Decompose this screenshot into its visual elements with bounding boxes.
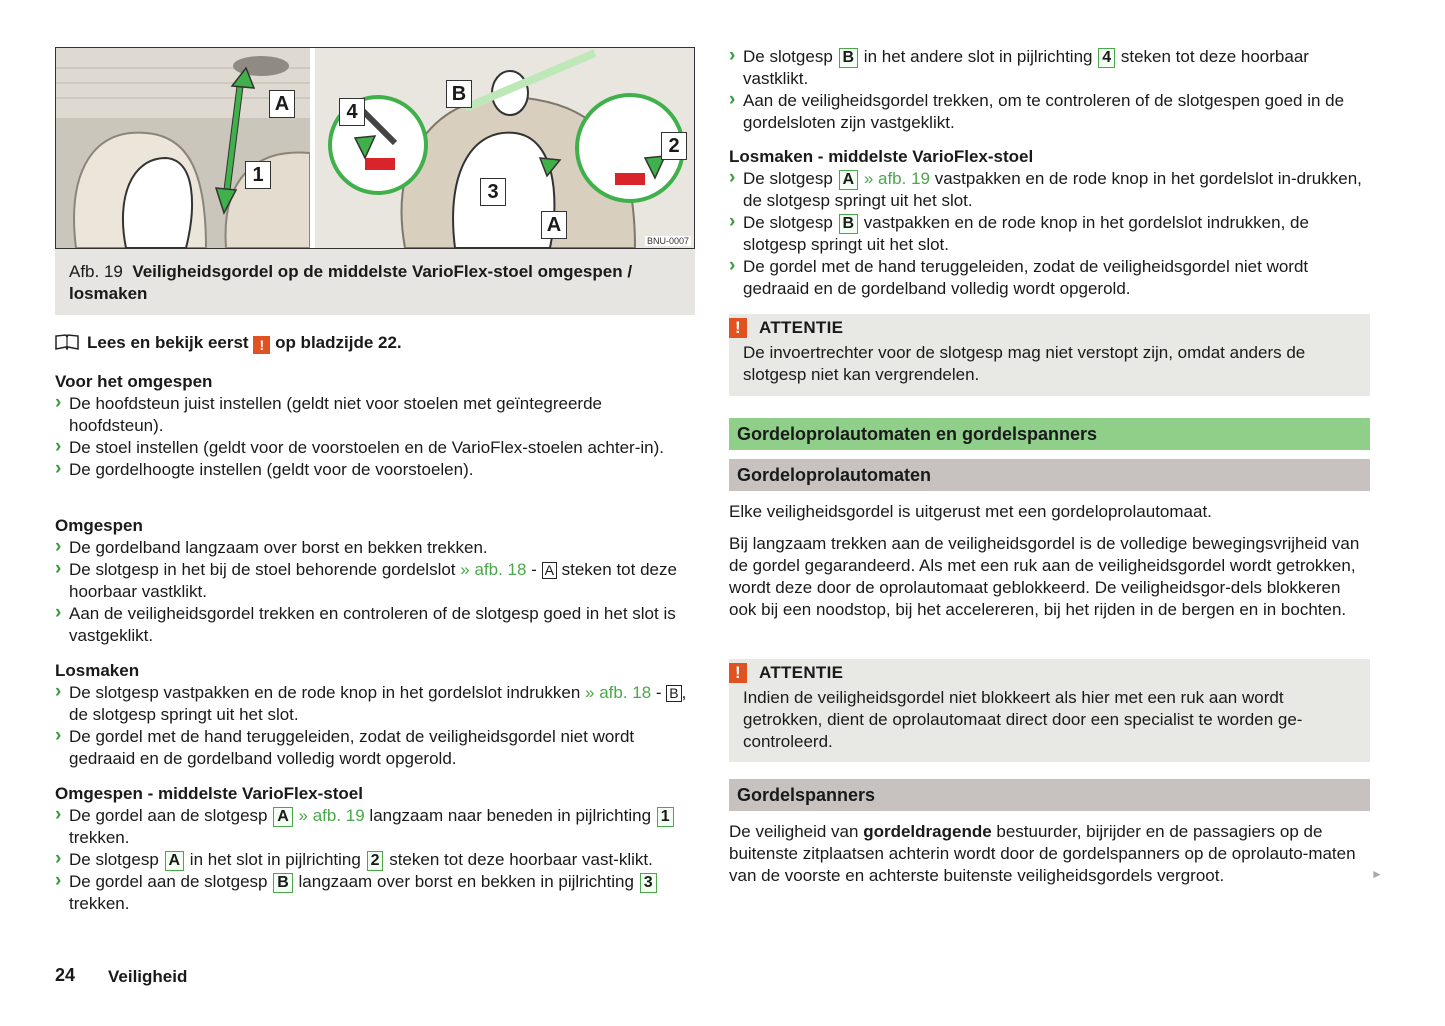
read-first-page[interactable]: op bladzijde 22.: [275, 333, 402, 352]
list-item: › De stoel instellen (geldt voor de voorstoelen en de VarioFlex-stoelen achter-in).: [55, 437, 695, 459]
list-item: › De slotgesp B in het andere slot in pijlrichting 4 steken tot deze hoorbaar vastklikt.: [729, 46, 1370, 90]
next-page-arrow-icon[interactable]: ►: [1371, 867, 1383, 881]
heading-losmaken-mid: Losmaken - middelste VarioFlex-stoel: [729, 147, 1034, 166]
section-cont: [729, 46, 1370, 134]
label-box: 3: [640, 873, 657, 893]
attentie-body: Indien de veiligheidsgordel niet blokkeert als hier met een ruk aan wordt getrokken, dient de oprolautomaat direct door een specialist te worden ge-controleerd.: [743, 688, 1303, 751]
paragraph: Elke veiligheidsgordel is uitgerust met een gordeloprolautomaat.: [729, 502, 1212, 521]
attentie-box-1: [729, 314, 1370, 396]
warning-icon: !: [729, 663, 747, 683]
attentie-body: De invoertrechter voor de slotgesp mag niet verstopt zijn, omdat anders de slotgesp niet kan vergrendelen.: [743, 343, 1306, 384]
label-box: A: [542, 562, 557, 579]
list-item: › De gordel met de hand teruggeleiden, zodat de veiligheidsgordel niet wordt gedraaid en de gordelband volledig wordt opgerold.: [729, 256, 1370, 300]
warning-icon: !: [729, 318, 747, 338]
section-heading-grey: Gordeloprolautomaten: [729, 459, 1370, 491]
section-omgespen-mid: [55, 783, 695, 915]
figure-panel-seat: [315, 48, 694, 248]
read-first-text: Lees en bekijk eerst: [87, 333, 249, 352]
heading-omgespen-mid: Omgespen - middelste VarioFlex-stoel: [55, 784, 363, 803]
section-losmaken-mid: [729, 146, 1370, 300]
link-afb-18[interactable]: » afb. 18: [585, 683, 652, 702]
figure-19: [55, 47, 695, 249]
list-item: › De slotgesp B vastpakken en de rode knop in het gordelslot indrukken, de slotgesp springt uit het slot.: [729, 212, 1370, 256]
figure-label: 3: [480, 178, 506, 206]
book-icon: [55, 334, 79, 350]
label-box: A: [165, 851, 185, 871]
read-first-note: [55, 331, 402, 355]
link-afb-19[interactable]: » afb. 19: [863, 169, 930, 188]
paragraph: De veiligheid van gordeldragende bestuurder, bijrijder en de passagiers op de buitenste zitplaatsen achterin wordt door de gordelspanners op de oprolauto-maten van de voorste en achterste buitenste veiligheidsgordels vergroot.: [729, 822, 1356, 885]
link-afb-18[interactable]: » afb. 18: [460, 560, 527, 579]
list-item: › De gordelband langzaam over borst en bekken trekken.: [55, 537, 695, 559]
section-losmaken: [55, 660, 695, 770]
label-box: B: [839, 214, 859, 234]
figure-caption: [55, 249, 695, 315]
section-heading-grey: Gordelspanners: [729, 779, 1370, 811]
link-afb-19[interactable]: » afb. 19: [298, 806, 365, 825]
list-item: › De slotgesp in het bij de stoel behorende gordelslot » afb. 18 - A steken tot deze hoorbaar vastklikt.: [55, 559, 695, 603]
label-box: 2: [367, 851, 384, 871]
heading-omgespen: Omgespen: [55, 516, 143, 535]
attentie-box-2: [729, 659, 1370, 762]
list-item: › De gordelhoogte instellen (geldt voor de voorstoelen).: [55, 459, 695, 481]
page-number: 24: [55, 965, 76, 985]
section-heading-green: Gordeloprolautomaten en gordelspanners: [729, 418, 1370, 450]
list-item: › Aan de veiligheidsgordel trekken en controleren of de slotgesp goed in het slot is vastgeklikt.: [55, 603, 695, 647]
label-box: A: [273, 807, 293, 827]
figure-label: 4: [339, 98, 365, 126]
attentie-title: ATTENTIE: [759, 663, 844, 682]
figure-label: A: [541, 211, 567, 239]
attentie-title: ATTENTIE: [759, 318, 844, 337]
seat-belt-illustration: [315, 48, 694, 248]
label-box: B: [839, 48, 859, 68]
figure-label: 2: [661, 132, 687, 160]
heading-losmaken: Losmaken: [55, 661, 140, 680]
footer-section: Veiligheid: [108, 967, 188, 986]
list-item: › De hoofdsteun juist instellen (geldt niet voor stoelen met geïntegreerde hoofdsteun).: [55, 393, 695, 437]
figure-label: 1: [245, 161, 271, 189]
section-omgespen: [55, 515, 695, 647]
section-voor-omgespen: [55, 371, 695, 481]
label-box: A: [839, 170, 859, 190]
figure-panel-headrest: [56, 48, 310, 248]
label-box: 4: [1098, 48, 1115, 68]
list-item: › De slotgesp A » afb. 19 vastpakken en de rode knop in het gordelslot in-drukken, de slotgesp springt uit het slot.: [729, 168, 1370, 212]
paragraph: Bij langzaam trekken aan de veiligheidsgordel is de volledige bewegingsvrijheid van de gordel gegarandeerd. Als met een ruk aan de veiligheidsgordel wordt getrokken, wordt deze door de oprolautomaat geblokkeerd. De veiligheidsgor-dels blokkeren ook bij een noodstop, bij het accelereren, bij het rijden in de bergen en in bochten.: [729, 534, 1360, 619]
label-box: B: [666, 685, 681, 702]
list-item: › De gordel met de hand teruggeleiden, zodat de veiligheidsgordel niet wordt gedraaid en de gordelband volledig wordt opgerold.: [55, 726, 695, 770]
list-item: › De gordel aan de slotgesp B langzaam over borst en bekken in pijlrichting 3 trekken.: [55, 871, 695, 915]
list-item: › Aan de veiligheidsgordel trekken, om te controleren of de slotgespen goed in de gordelsloten zijn vastgeklikt.: [729, 90, 1370, 134]
figure-label: A: [269, 90, 295, 118]
list-item: › De gordel aan de slotgesp A » afb. 19 langzaam naar beneden in pijlrichting 1 trekken.: [55, 805, 695, 849]
headrest-illustration: [56, 48, 310, 248]
list-item: › De slotgesp A in het slot in pijlrichting 2 steken tot deze hoorbaar vast-klikt.: [55, 849, 695, 871]
figure-label: B: [446, 80, 472, 108]
list-item: › De slotgesp vastpakken en de rode knop in het gordelslot indrukken » afb. 18 - B , de slotgesp springt uit het slot.: [55, 682, 695, 726]
attentie-header: [729, 314, 1370, 340]
label-box: B: [273, 873, 293, 893]
caption-title: Veiligheidsgordel op de middelste VarioFlex-stoel omgespen / losmaken: [69, 262, 633, 303]
attentie-header: [729, 659, 1370, 685]
heading-voor-omgespen: Voor het omgespen: [55, 372, 213, 391]
warning-icon: !: [253, 336, 270, 354]
caption-prefix: Afb. 19: [69, 262, 123, 281]
figure-code: BNU-0007: [646, 236, 689, 246]
label-box: 1: [657, 807, 674, 827]
